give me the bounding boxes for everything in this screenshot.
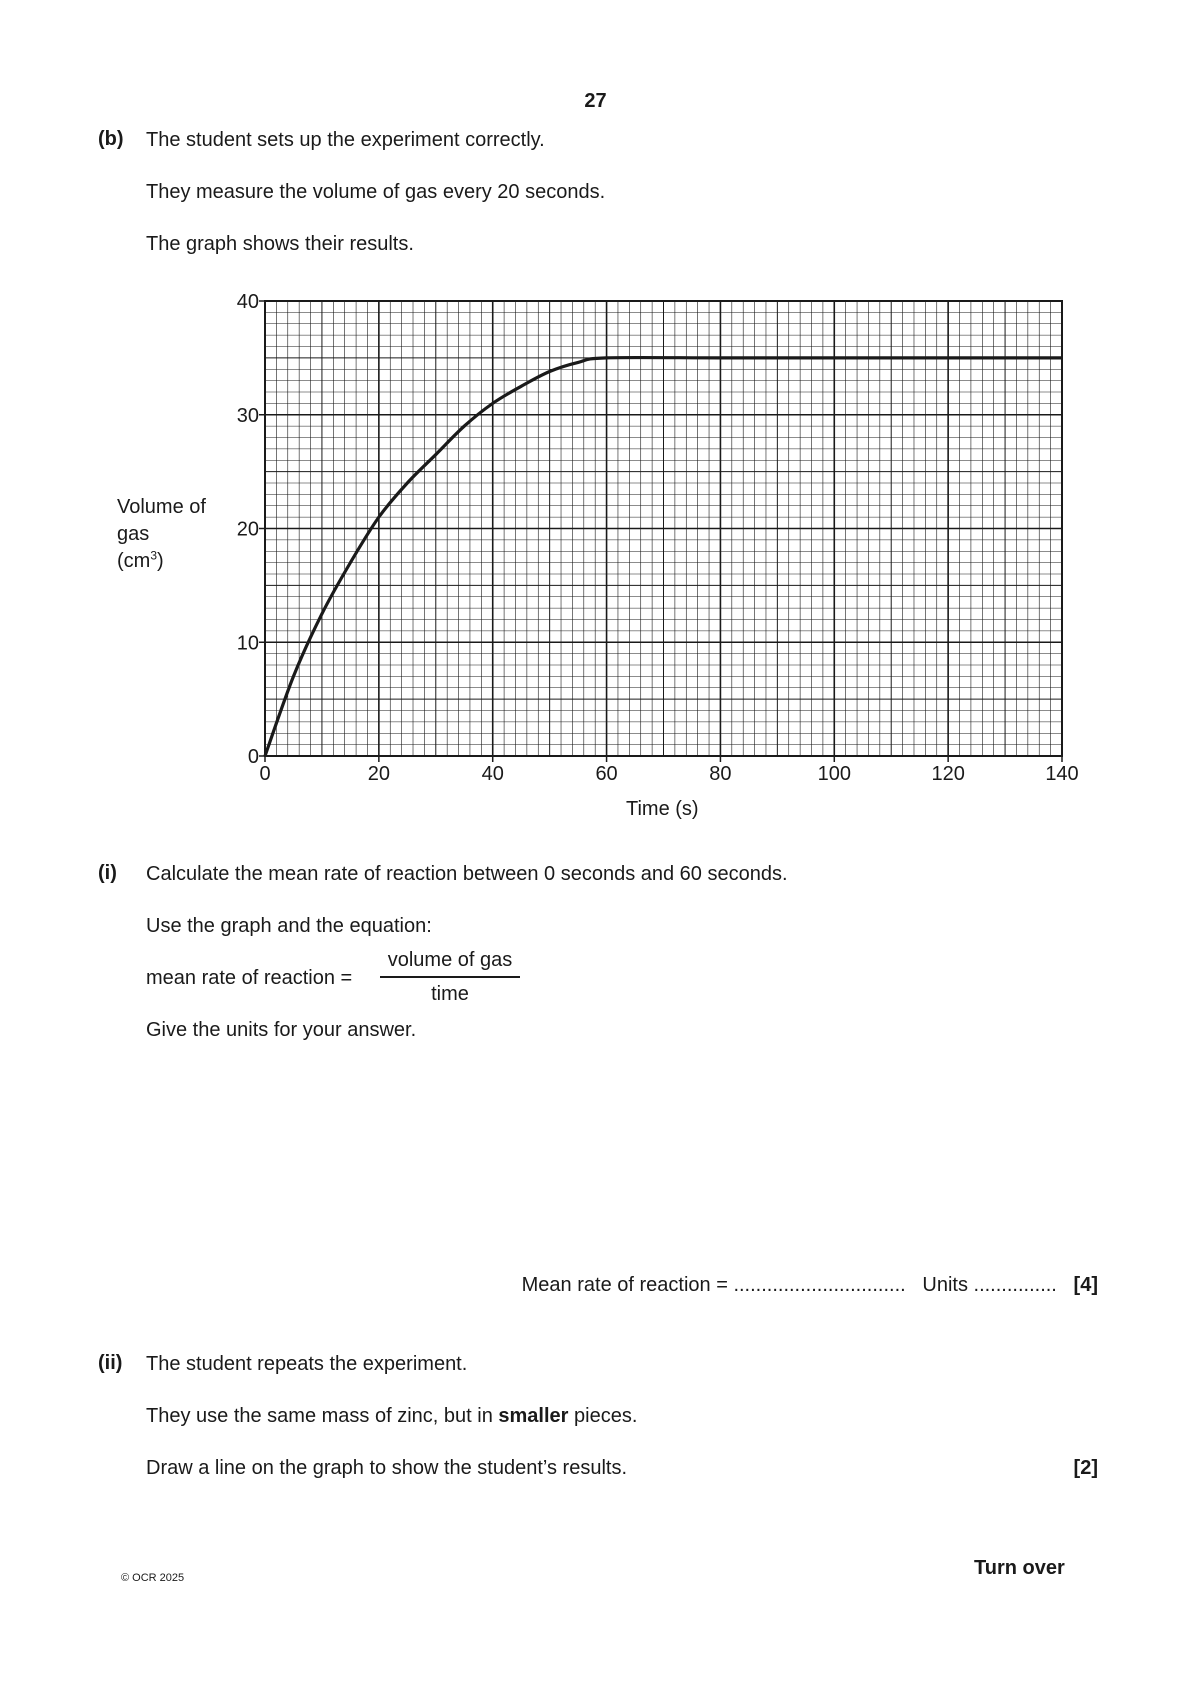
ticks [237,291,1079,785]
y-tick-label: 0 [247,746,259,768]
x-tick-label: 0 [259,763,271,785]
part-i-line1: Calculate the mean rate of reaction between 0 seconds and 60 seconds. [146,863,788,885]
x-tick-label: 20 [367,763,390,785]
x-tick-label: 80 [709,763,732,785]
marks-part-ii: [2] [1073,1457,1098,1479]
equation-fraction [380,948,520,1006]
page-number: 27 [584,90,607,112]
part-ii-label: (ii) [98,1352,123,1374]
y-tick-label: 30 [236,404,259,427]
equation-numerator: volume of gas [387,949,513,971]
volume-time-graph [0,0,1191,840]
marks-part-i: [4] [1073,1274,1098,1296]
y-tick-label: 20 [236,518,259,541]
emphasis-smaller: smaller [498,1405,569,1427]
x-tick-label: 140 [1045,763,1079,785]
x-tick-label: 60 [595,763,618,785]
part-i-line3: Give the units for your answer. [146,1019,417,1041]
equation-lhs: mean rate of reaction = [146,967,353,989]
part-i-label: (i) [98,862,117,884]
part-b-line3: The graph shows their results. [146,233,414,255]
y-label-line1: Volume of [117,496,206,518]
part-b-line1: The student sets up the experiment correctly. [146,129,545,151]
copyright: © OCR 2025 [121,1572,185,1584]
units-label: Units [922,1274,968,1296]
answer-dots[interactable]: ............................... [733,1274,906,1296]
turn-over: Turn over [974,1557,1065,1579]
part-ii-line3: Draw a line on the graph to show the student’s results. [146,1457,628,1479]
part-i-line2: Use the graph and the equation: [146,915,432,937]
y-tick-label: 10 [236,632,259,655]
part-b-label: (b) [98,128,124,150]
y-tick-label: 40 [236,291,259,313]
x-tick-label: 100 [817,763,851,785]
answer-prefix: Mean rate of reaction = [521,1274,734,1296]
part-b-line2: They measure the volume of gas every 20 seconds. [146,181,606,203]
x-tick-label: 120 [931,763,965,785]
units-dots[interactable]: ............... [973,1274,1057,1296]
answer-line [522,1273,1098,1297]
x-tick-label: 40 [481,763,504,785]
y-label-line2: gas [117,523,150,545]
part-ii-line1: The student repeats the experiment. [146,1353,468,1375]
part-ii-line2: They use the same mass of zinc, but in smaller pieces. [146,1405,638,1427]
fraction-bar [380,976,520,978]
equation-denominator: time [431,983,469,1005]
y-label-unit: $(cm^3)$ [117,548,164,572]
x-axis-label: Time (s) [626,798,699,820]
